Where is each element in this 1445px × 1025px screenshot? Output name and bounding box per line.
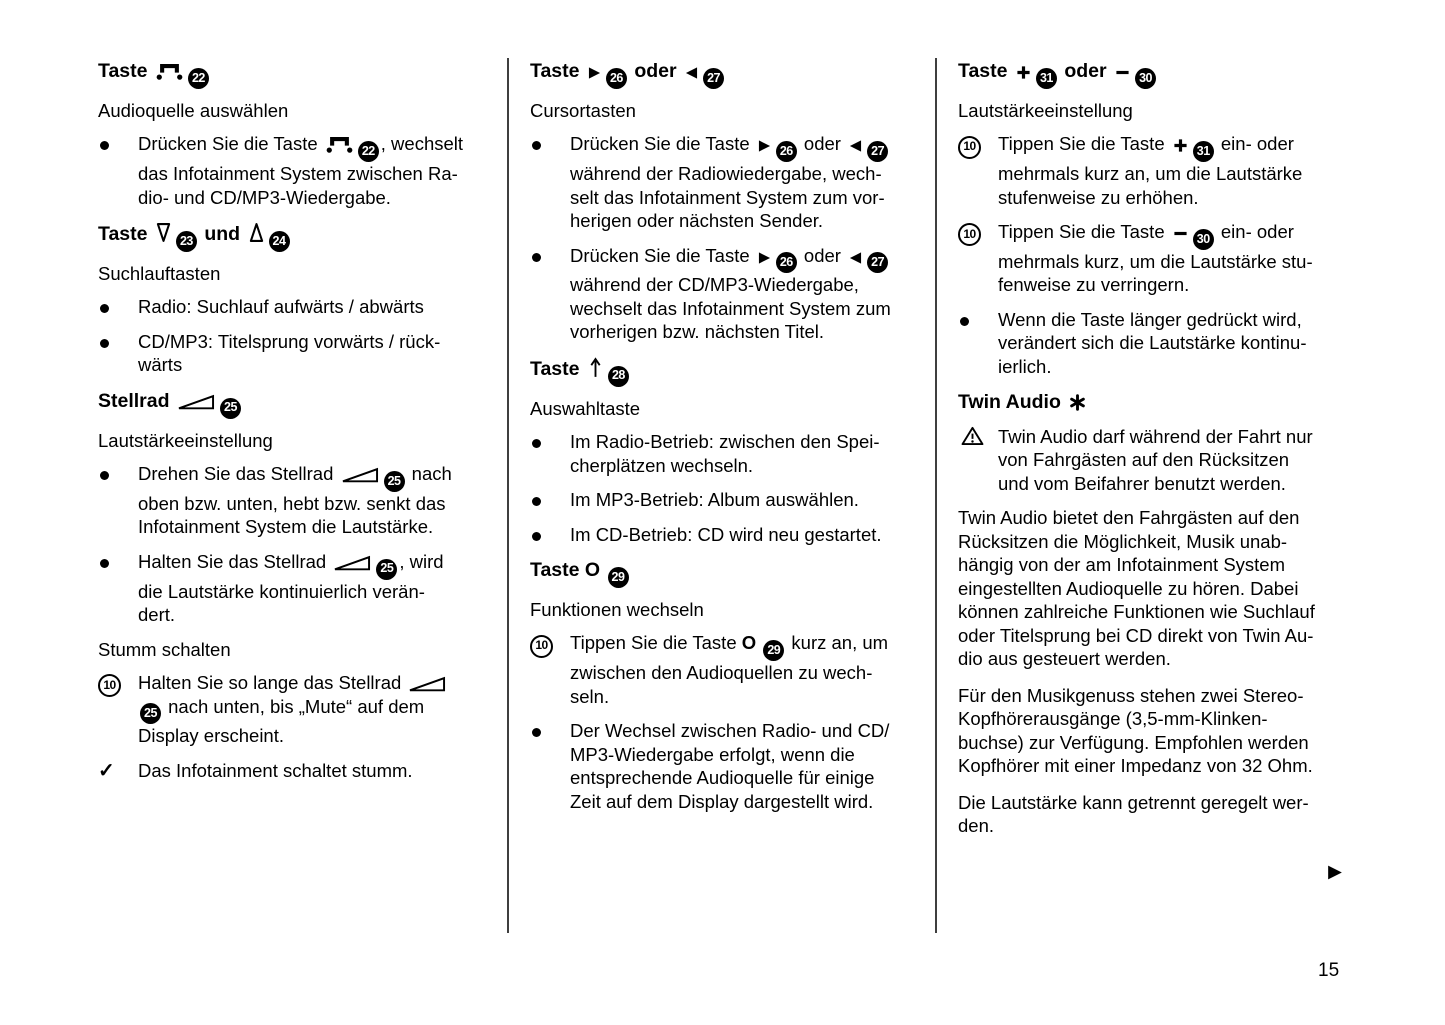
volume-wheel-icon	[334, 555, 371, 571]
item-text	[138, 132, 498, 209]
column-left	[98, 60, 498, 794]
item-marker	[958, 425, 998, 496]
bullet-marker	[100, 559, 109, 568]
section-label	[958, 99, 1358, 123]
item-marker	[530, 719, 570, 813]
item-text	[570, 488, 930, 512]
text-run: cherplätzen wechseln.	[570, 454, 754, 476]
section-label	[98, 638, 498, 662]
text-run: , wird	[399, 550, 444, 572]
text-run: mehrmals kurz an, um die Lautstärke	[998, 163, 1303, 184]
warning-icon	[961, 426, 984, 446]
text-run: mehrmals kurz, um die Lautstärke stu-	[998, 250, 1313, 272]
text-run: Stumm schalten	[98, 638, 231, 660]
text-run: , wechselt	[380, 133, 464, 155]
bullet-marker	[532, 141, 541, 150]
audio-source-icon	[326, 135, 353, 153]
item-text	[570, 244, 930, 344]
text-run: Taste	[958, 60, 1013, 82]
text-run: Zeit auf dem Display dargestellt wird.	[570, 790, 874, 812]
section-label	[530, 397, 930, 421]
text-run: nach	[406, 463, 452, 484]
item-marker	[98, 330, 138, 377]
text-run: und vom Beifahrer benutzt werden.	[998, 472, 1286, 494]
text-run: Suchlauftasten	[98, 262, 221, 284]
text-run: Tippen Sie die Taste	[998, 221, 1170, 242]
option-asterisk-icon	[1069, 394, 1086, 411]
text-run: während der CD/MP3-Wiedergabe,	[570, 274, 859, 296]
bullet-marker	[100, 304, 109, 313]
text-run: Taste O	[530, 559, 606, 581]
text-run: können zahlreiche Funktionen wie Suchlauf	[958, 601, 1315, 623]
section-heading	[98, 222, 498, 252]
item-text	[138, 550, 498, 627]
ref-badge-25: 25	[376, 559, 397, 580]
cursor-left-icon	[685, 66, 698, 80]
text-run: Twin Audio darf während der Fahrt nur	[998, 425, 1313, 447]
text-run: Display erscheint.	[138, 725, 285, 747]
ref-badge-27: 27	[703, 68, 724, 89]
text-run: Funktionen wechseln	[530, 598, 704, 620]
item-text	[138, 295, 498, 319]
text-run: Rücksitzen die Möglichkeit, Musik unab-	[958, 530, 1288, 552]
text-run: oder	[1058, 60, 1113, 82]
text-run: Taste	[98, 60, 153, 82]
item-marker	[98, 550, 138, 627]
text-run: oben bzw. unten, hebt bzw. senkt das	[138, 492, 446, 514]
item-text	[138, 330, 498, 377]
cursor-right-icon	[758, 139, 771, 153]
step-10-badge: 10	[958, 136, 981, 159]
text-run: oder Titelsprung bei CD direkt von Twin Au-	[958, 624, 1314, 646]
ref-badge-24: 24	[269, 231, 290, 252]
item-marker	[530, 430, 570, 477]
item-marker	[98, 132, 138, 209]
item-text	[570, 719, 930, 813]
list-item	[530, 132, 930, 232]
text-run: dio- und CD/MP3-Wiedergabe.	[138, 186, 391, 208]
section-label	[530, 99, 930, 123]
list-item	[98, 295, 498, 319]
step-10-badge: 10	[98, 674, 121, 697]
item-marker	[958, 308, 998, 379]
text-run: Drücken Sie die Taste	[138, 133, 323, 155]
bullet-marker	[532, 728, 541, 737]
list-item	[530, 430, 930, 477]
volume-wheel-icon	[409, 676, 446, 692]
item-marker	[530, 244, 570, 344]
text-run: Twin Audio bietet den Fahrgästen auf den	[958, 507, 1300, 529]
list-item	[958, 308, 1358, 379]
note-paragraph	[958, 506, 1358, 671]
plus-icon	[1016, 65, 1031, 80]
ref-badge-27: 27	[867, 252, 888, 273]
step-10-badge: 10	[530, 635, 553, 658]
section-heading	[98, 60, 498, 89]
item-marker	[530, 523, 570, 547]
select-arrow-icon	[588, 357, 603, 378]
step-10-badge: 10	[958, 223, 981, 246]
text-run: Lautstärkeeinstellung	[958, 99, 1133, 121]
text-run: vorherigen bzw. nächsten Titel.	[570, 321, 825, 343]
warning-item	[958, 425, 1358, 496]
text-run: zwischen den Audioquellen zu wech-	[570, 662, 873, 683]
item-marker	[958, 132, 998, 209]
text-run: Der Wechsel zwischen Radio- und CD/	[570, 720, 890, 741]
step-item	[958, 132, 1358, 209]
text-run: herigen oder nächsten Sender.	[570, 210, 824, 231]
text-run: ein- oder	[1215, 133, 1294, 155]
text-run: buchse) zur Verfügung. Empfohlen werden	[958, 731, 1309, 753]
ref-badge-25: 25	[140, 703, 161, 724]
text-run: oder	[628, 60, 683, 82]
section-label	[98, 429, 498, 453]
text-run: Drücken Sie die Taste	[570, 244, 755, 266]
page-number: 15	[1318, 960, 1340, 981]
text-run: oder	[798, 133, 847, 155]
section-label	[530, 598, 930, 622]
section-heading	[958, 60, 1358, 89]
ref-badge-26: 26	[776, 141, 797, 162]
ref-badge-25: 25	[384, 471, 405, 492]
step-item	[98, 671, 498, 748]
text-run: ierlich.	[998, 355, 1052, 377]
text-run: Im MP3-Betrieb: Album auswählen.	[570, 489, 859, 510]
text-run: Halten Sie so lange das Stellrad	[138, 672, 407, 693]
note-paragraph	[958, 791, 1358, 838]
text-run: verändert sich die Lautstärke kontinu-	[998, 332, 1307, 354]
text-run: kurz an, um	[786, 632, 889, 654]
text-run: Auswahltaste	[530, 397, 641, 419]
ref-badge-22: 22	[188, 68, 209, 89]
item-text	[138, 759, 498, 784]
text-run: selt das Infotainment System zum vor-	[570, 186, 885, 208]
bullet-marker	[960, 317, 969, 326]
page-continue-icon	[1327, 864, 1343, 881]
text-run: Stellrad	[98, 389, 175, 412]
ref-badge-26: 26	[776, 252, 797, 273]
item-marker	[98, 759, 138, 784]
note-paragraph	[958, 684, 1358, 778]
text-run: Für den Musikgenuss stehen zwei Stereo-	[958, 684, 1304, 706]
text-run: ein- oder	[1215, 221, 1294, 242]
item-text	[998, 220, 1358, 297]
bullet-marker	[100, 471, 109, 480]
text-run: Audioquelle auswählen	[98, 99, 289, 121]
column-middle	[530, 60, 930, 824]
text-run: oder	[798, 244, 847, 266]
ref-badge-23: 23	[176, 231, 197, 252]
item-text	[998, 425, 1358, 496]
section-label	[98, 99, 498, 123]
text-run: fenweise zu verringern.	[998, 274, 1190, 296]
item-text	[138, 462, 498, 539]
section-heading	[530, 60, 930, 89]
bullet-marker	[532, 439, 541, 448]
list-item	[98, 132, 498, 209]
text-run: Taste	[98, 223, 153, 245]
item-text	[570, 132, 930, 232]
item-marker	[530, 488, 570, 512]
text-run: von Fahrgästen auf den Rücksitzen	[998, 449, 1290, 471]
ref-badge-28: 28	[608, 366, 629, 387]
list-item	[530, 244, 930, 344]
step-item	[530, 631, 930, 708]
text-run: Im CD-Betrieb: CD wird neu gestartet.	[570, 523, 882, 545]
column-divider	[507, 58, 509, 933]
text-run: die Lautstärke kontinuierlich verän-	[138, 580, 425, 602]
column-divider	[935, 58, 937, 933]
list-item	[98, 330, 498, 377]
text-run-bold: O	[741, 632, 757, 654]
continue-marker	[958, 860, 1358, 884]
bullet-marker	[532, 497, 541, 506]
ref-badge-30: 30	[1135, 68, 1156, 89]
minus-icon	[1173, 226, 1188, 241]
text-run: Twin Audio	[958, 391, 1067, 414]
item-text	[998, 308, 1358, 379]
text-run: Kopfhörerausgänge (3,5-mm-Klinken-	[958, 708, 1268, 730]
seek-up-icon	[249, 222, 264, 243]
text-run: Das Infotainment schaltet stumm.	[138, 759, 413, 781]
section-heading	[530, 559, 930, 588]
item-text	[570, 631, 930, 708]
text-run: wechselt das Infotainment System zum	[570, 297, 891, 319]
item-marker	[98, 295, 138, 319]
text-run: Cursortasten	[530, 99, 636, 121]
text-run: und	[198, 223, 246, 245]
text-run: Im Radio-Betrieb: zwischen den Spei-	[570, 431, 880, 452]
section-label	[98, 262, 498, 286]
ref-badge-29: 29	[608, 567, 629, 588]
text-run: Lautstärkeeinstellung	[98, 429, 273, 451]
text-run: eingestellten Audioquelle zu hören. Dabei	[958, 577, 1299, 599]
text-run: Tippen Sie die Taste	[998, 133, 1170, 155]
text-run: Die Lautstärke kann getrennt geregelt wer-	[958, 791, 1309, 813]
cursor-right-icon	[758, 251, 771, 265]
text-run: Infotainment System die Lautstärke.	[138, 516, 434, 538]
text-run: Drücken Sie die Taste	[570, 133, 755, 155]
text-run: während der Radiowiedergabe, wech-	[570, 163, 882, 184]
item-marker	[530, 631, 570, 708]
item-marker	[958, 220, 998, 297]
ref-badge-25: 25	[220, 398, 241, 419]
list-item	[98, 462, 498, 539]
text-run: das Infotainment System zwischen Ra-	[138, 163, 458, 184]
section-heading	[530, 357, 930, 387]
item-text	[998, 132, 1358, 209]
list-item	[530, 719, 930, 813]
ref-badge-27: 27	[867, 141, 888, 162]
text-run: CD/MP3: Titelsprung vorwärts / rück-	[138, 330, 441, 352]
text-run: Taste	[530, 357, 585, 380]
text-run: Kopfhörer mit einer Impedanz von 32 Ohm.	[958, 755, 1313, 777]
list-item	[98, 550, 498, 627]
text-run: dert.	[138, 604, 176, 625]
text-run: entsprechende Audioquelle für einige	[570, 767, 875, 788]
ref-badge-22: 22	[358, 141, 379, 162]
item-text	[570, 430, 930, 477]
ref-badge-31: 31	[1036, 68, 1057, 89]
text-run: Tippen Sie die Taste	[570, 632, 742, 654]
ref-badge-31: 31	[1193, 141, 1214, 162]
text-run: Wenn die Taste länger gedrückt wird,	[998, 308, 1302, 330]
text-run: Radio: Suchlauf aufwärts / abwärts	[138, 296, 424, 318]
text-run: MP3-Wiedergabe erfolgt, wenn die	[570, 743, 855, 765]
result-item	[98, 759, 498, 784]
bullet-marker	[100, 141, 109, 150]
item-marker	[530, 132, 570, 232]
item-marker	[98, 671, 138, 748]
text-run: Halten Sie das Stellrad	[138, 550, 332, 572]
text-run: Drehen Sie das Stellrad	[138, 463, 339, 484]
bullet-marker	[100, 339, 109, 348]
audio-source-icon	[156, 62, 183, 80]
cursor-left-icon	[849, 251, 862, 265]
ref-badge-29: 29	[763, 640, 784, 661]
volume-wheel-icon	[178, 394, 215, 410]
section-heading	[958, 391, 1358, 415]
check-icon: ✓	[98, 759, 115, 782]
list-item	[530, 523, 930, 547]
text-run: wärts	[138, 354, 183, 376]
item-text	[570, 523, 930, 547]
text-run: dio aus gesteuert werden.	[958, 648, 1171, 670]
ref-badge-30: 30	[1193, 229, 1214, 250]
text-run: seln.	[570, 685, 610, 707]
item-marker	[98, 462, 138, 539]
bullet-marker	[532, 532, 541, 541]
minus-icon	[1115, 65, 1130, 80]
text-run: hängig von der am Infotainment System	[958, 554, 1286, 576]
cursor-right-icon	[588, 66, 601, 80]
seek-down-icon	[156, 222, 171, 243]
section-heading	[98, 390, 498, 419]
step-item	[958, 220, 1358, 297]
ref-badge-26: 26	[606, 68, 627, 89]
text-run: stufenweise zu erhöhen.	[998, 186, 1199, 208]
text-run: nach unten, bis „Mute“ auf dem	[163, 695, 425, 717]
volume-wheel-icon	[342, 467, 379, 483]
plus-icon	[1173, 138, 1188, 153]
cursor-left-icon	[849, 139, 862, 153]
text-run: Taste	[530, 60, 585, 82]
text-run: den.	[958, 815, 995, 837]
item-text	[138, 671, 498, 748]
bullet-marker	[532, 253, 541, 262]
text-run	[756, 632, 761, 653]
list-item	[530, 488, 930, 512]
column-right	[958, 60, 1358, 883]
